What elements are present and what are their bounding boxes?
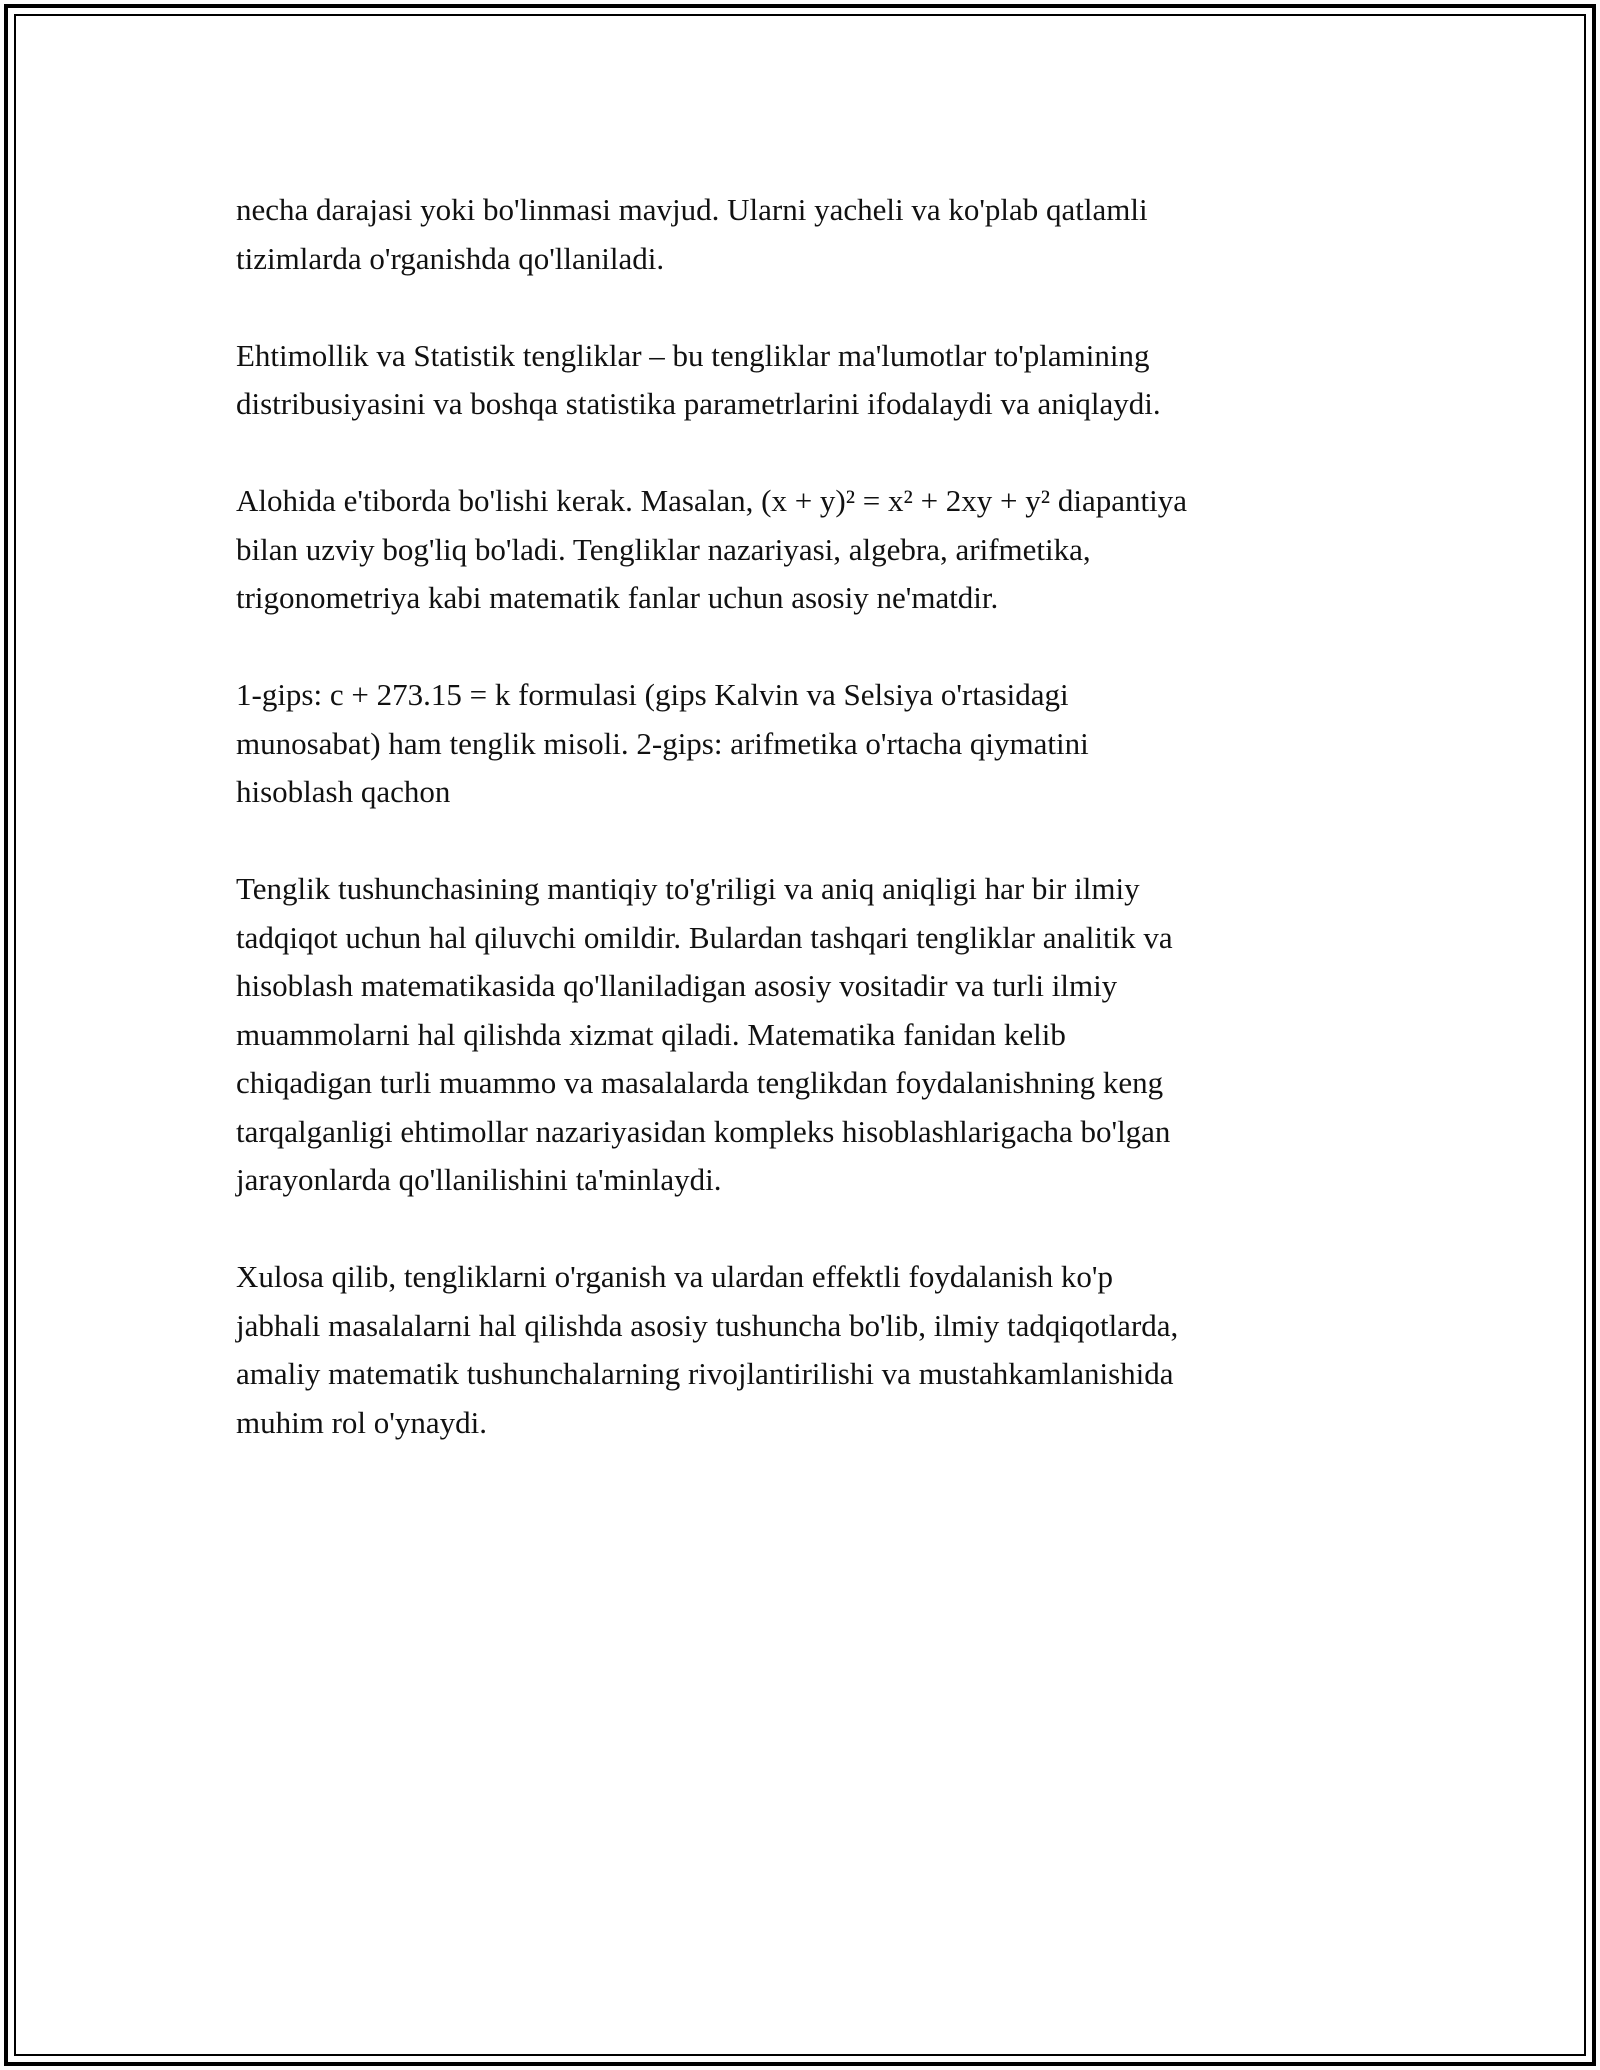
paragraph: Xulosa qilib, tengliklarni o'rganish va ulardan effektli foydalanish ko'p jabhali masalalarni hal qilishda asosiy tushuncha bo'lib, ilmiy tadqiqotlarda, amaliy matematik tushunchalarning rivojlantirilishi va mustahkamlanishida muhim rol o'ynaydi. — [236, 1259, 1179, 1440]
paragraph: necha darajasi yoki bo'linmasi mavjud. Ularni yacheli va ko'plab qatlamli tizimlarda o'rganishda qo'llaniladi. — [236, 192, 1148, 276]
paragraph: 1-gips: c + 273.15 = k formulasi (gips Kalvin va Selsiya o'rtasidagi munosabat) ham tenglik misoli. 2-gips: arifmetika o'rtacha qiymatini hisoblash qachon — [236, 677, 1089, 809]
paragraph: Ehtimollik va Statistik tengliklar – bu tengliklar ma'lumotlar to'plamining distribusiyasini va boshqa statistika parametrlarini ifodalaydi va aniqlaydi. — [236, 337, 1161, 421]
paragraph: Alohida e'tiborda bo'lishi kerak. Masalan, (x + y)² = x² + 2xy + y² diapantiya bilan uzviy bog'liq bo'ladi. Tengliklar nazariyasi, algebra, arifmetika, trigonometriya kabi matematik fanlar uchun asosiy ne'matdir. — [236, 483, 1187, 615]
document-body — [236, 186, 1376, 1496]
paragraph: Tenglik tushunchasining mantiqiy to'g'riligi va aniq aniqligi har bir ilmiy tadqiqot uchun hal qiluvchi omildir. Bulardan tashqari tengliklar analitik va hisoblash matematikasida qo'llaniladigan asosiy vositadir va turli ilmiy muammolarni hal qilishda xizmat qiladi. Matematika fanidan kelib chiqadigan turli muammo va masalalarda tenglikdan foydalanishning keng tarqalganligi ehtimollar nazariyasidan kompleks hisoblashlarigacha bo'lgan jarayonlarda qo'llanilishini ta'minlaydi. — [236, 871, 1173, 1197]
